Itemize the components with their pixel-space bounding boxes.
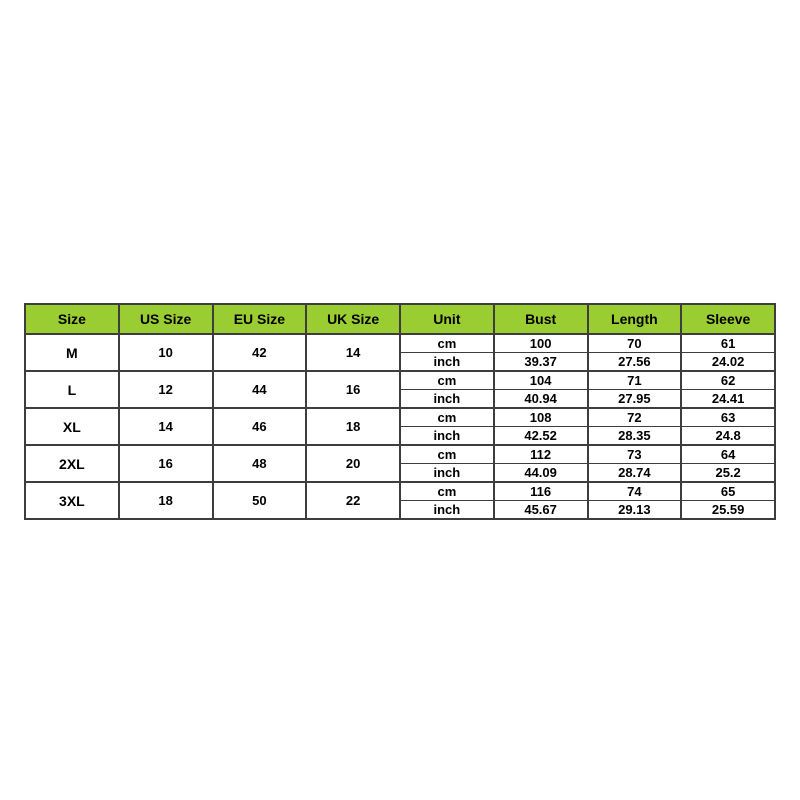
- cell-sleeve-inch: 24.41: [681, 390, 775, 409]
- cell-bust-inch: 44.09: [494, 464, 588, 483]
- cell-sleeve-cm: 63: [681, 408, 775, 427]
- table-row: [25, 334, 775, 353]
- cell-sleeve-cm: 62: [681, 371, 775, 390]
- header-length: Length: [588, 304, 682, 334]
- cell-eu-size: 46: [213, 408, 307, 445]
- table-row: [25, 482, 775, 501]
- cell-unit-cm: cm: [400, 334, 494, 353]
- cell-sleeve-inch: 24.02: [681, 353, 775, 372]
- cell-length-inch: 27.95: [588, 390, 682, 409]
- cell-sleeve-cm: 64: [681, 445, 775, 464]
- cell-sleeve-cm: 61: [681, 334, 775, 353]
- cell-eu-size: 44: [213, 371, 307, 408]
- table-row: [25, 408, 775, 427]
- cell-unit-cm: cm: [400, 408, 494, 427]
- cell-length-inch: 28.74: [588, 464, 682, 483]
- cell-unit-cm: cm: [400, 482, 494, 501]
- cell-unit-inch: inch: [400, 390, 494, 409]
- cell-uk-size: 16: [306, 371, 400, 408]
- cell-unit-inch: inch: [400, 501, 494, 520]
- cell-bust-cm: 104: [494, 371, 588, 390]
- cell-us-size: 12: [119, 371, 213, 408]
- cell-us-size: 14: [119, 408, 213, 445]
- header-uk: UK Size: [306, 304, 400, 334]
- header-eu: EU Size: [213, 304, 307, 334]
- cell-bust-cm: 116: [494, 482, 588, 501]
- cell-length-inch: 29.13: [588, 501, 682, 520]
- header-us: US Size: [119, 304, 213, 334]
- header-row: [25, 304, 775, 334]
- cell-bust-inch: 40.94: [494, 390, 588, 409]
- cell-sleeve-cm: 65: [681, 482, 775, 501]
- cell-us-size: 16: [119, 445, 213, 482]
- table-row: [25, 445, 775, 464]
- size-chart-table: [24, 303, 776, 520]
- cell-bust-cm: 100: [494, 334, 588, 353]
- cell-size: M: [25, 334, 119, 371]
- cell-unit-inch: inch: [400, 353, 494, 372]
- cell-us-size: 10: [119, 334, 213, 371]
- cell-unit-inch: inch: [400, 464, 494, 483]
- cell-eu-size: 48: [213, 445, 307, 482]
- cell-length-cm: 71: [588, 371, 682, 390]
- cell-uk-size: 20: [306, 445, 400, 482]
- cell-eu-size: 50: [213, 482, 307, 519]
- cell-size: L: [25, 371, 119, 408]
- cell-length-cm: 72: [588, 408, 682, 427]
- cell-eu-size: 42: [213, 334, 307, 371]
- cell-sleeve-inch: 25.2: [681, 464, 775, 483]
- cell-uk-size: 14: [306, 334, 400, 371]
- cell-uk-size: 18: [306, 408, 400, 445]
- cell-bust-cm: 112: [494, 445, 588, 464]
- header-bust: Bust: [494, 304, 588, 334]
- cell-unit-cm: cm: [400, 445, 494, 464]
- cell-bust-cm: 108: [494, 408, 588, 427]
- cell-length-cm: 74: [588, 482, 682, 501]
- header-sleeve: Sleeve: [681, 304, 775, 334]
- cell-bust-inch: 42.52: [494, 427, 588, 446]
- cell-size: XL: [25, 408, 119, 445]
- cell-sleeve-inch: 24.8: [681, 427, 775, 446]
- cell-length-cm: 73: [588, 445, 682, 464]
- cell-unit-cm: cm: [400, 371, 494, 390]
- table-row: [25, 371, 775, 390]
- cell-size: 3XL: [25, 482, 119, 519]
- cell-unit-inch: inch: [400, 427, 494, 446]
- cell-length-inch: 28.35: [588, 427, 682, 446]
- cell-size: 2XL: [25, 445, 119, 482]
- cell-bust-inch: 45.67: [494, 501, 588, 520]
- cell-sleeve-inch: 25.59: [681, 501, 775, 520]
- cell-length-inch: 27.56: [588, 353, 682, 372]
- cell-uk-size: 22: [306, 482, 400, 519]
- cell-bust-inch: 39.37: [494, 353, 588, 372]
- cell-us-size: 18: [119, 482, 213, 519]
- header-size: Size: [25, 304, 119, 334]
- cell-length-cm: 70: [588, 334, 682, 353]
- header-unit: Unit: [400, 304, 494, 334]
